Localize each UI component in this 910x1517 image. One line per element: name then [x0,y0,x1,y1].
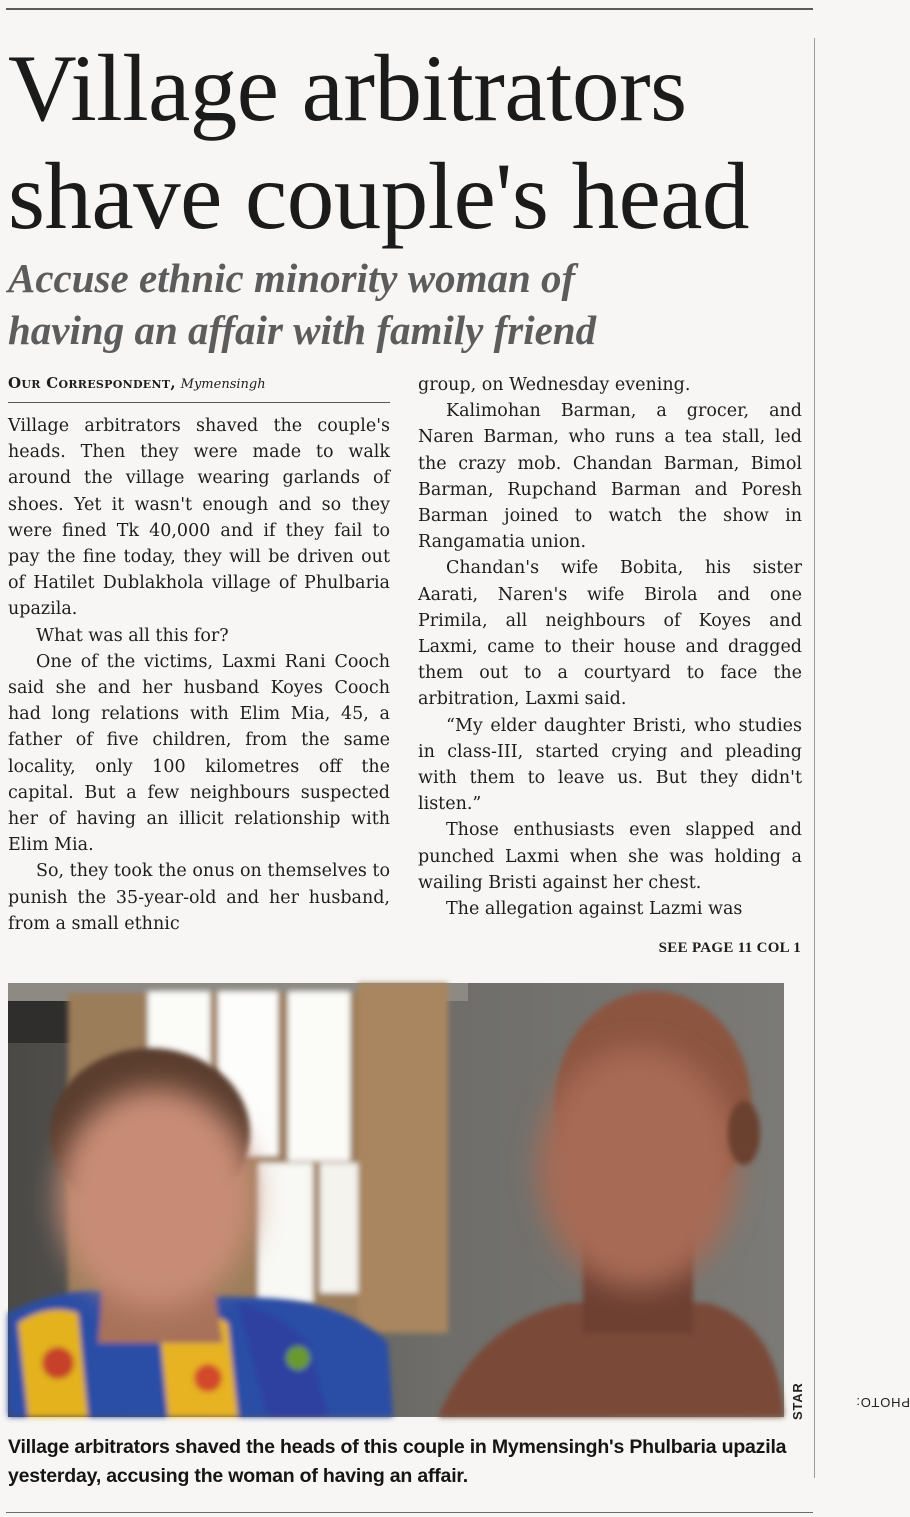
photo-illustration [8,983,784,1417]
subheadline [8,252,808,356]
headline-line-2: shave couple's head [8,143,749,249]
paragraph: Those enthusiasts even slapped and punched Laxmi when she was holding a wailing Bristi against her chest. [418,820,802,893]
paragraph: group, on Wednesday evening. [418,375,691,395]
top-rule [6,8,813,10]
paragraph: The allegation against Lazmi was [446,899,743,920]
photo-credit-source: STAR [790,1382,805,1420]
subheadline-line-2: having an affair with family friend [8,307,597,353]
paragraph: Chandan's wife Bobita, his sister Aarati, Naren's wife Birola and one Primila, all neighbours of Koyes and Laxmi, came to their house and dragged them out to a courtyard to face the arbitration, Laxmi said. [418,558,802,710]
paragraph: One of the victims, Laxmi Rani Cooch said she and her husband Koyes Cooch had long relations with Elim Mia, 45, a father of five children, from the same locality, only 100 kilometres off the capital. But a few neighbours suspected her of having an illicit relationship with Elim Mia. [8,651,390,856]
photo-credit [780,1300,910,1420]
continuation-note: SEE PAGE 11 COL 1 [658,940,801,956]
photo-credit-prefix: PHOTO: [855,1395,910,1410]
paragraph: So, they took the onus on themselves to punish the 35-year-old and her husband, from a small ethnic [8,861,390,934]
byline-name: Our Correspondent, [8,374,176,392]
byline [8,372,390,403]
paragraph: “My elder daughter Bristi, who studies in class-III, started crying and pleading with them to leave us. But they didn't listen.” [418,715,802,815]
article-column-left [8,372,390,937]
article-column-right [418,372,802,922]
headline-line-1: Village arbitrators [8,35,687,141]
paragraph: Kalimohan Barman, a grocer, and Naren Barman, who runs a tea stall, led the crazy mob. Chandan Barman, Bimol Barman, Rupchand Barman and Poresh Barman joined to watch the show in Rangamatia union. [418,401,802,553]
headline [8,34,808,250]
photo-caption: Village arbitrators shaved the heads of this couple in Mymensingh's Phulbaria upazila yesterday, accusing the woman of having an affair. [8,1436,787,1487]
paragraph: Village arbitrators shaved the couple's heads. Then they were made to walk around the village wearing garlands of shoes. Yet it wasn't enough and so they were fined Tk 40,000 and if they fail to pay the fine today, they will be driven out of Hatilet Dublakhola village of Phulbaria upazila. [8,416,390,620]
subheadline-line-1: Accuse ethnic minority woman of [8,255,576,301]
byline-place: Mymensingh [180,377,266,392]
bottom-rule [6,1512,813,1513]
paragraph: What was all this for? [36,625,229,646]
news-photo [8,983,784,1417]
column-divider-rule [814,38,815,1478]
